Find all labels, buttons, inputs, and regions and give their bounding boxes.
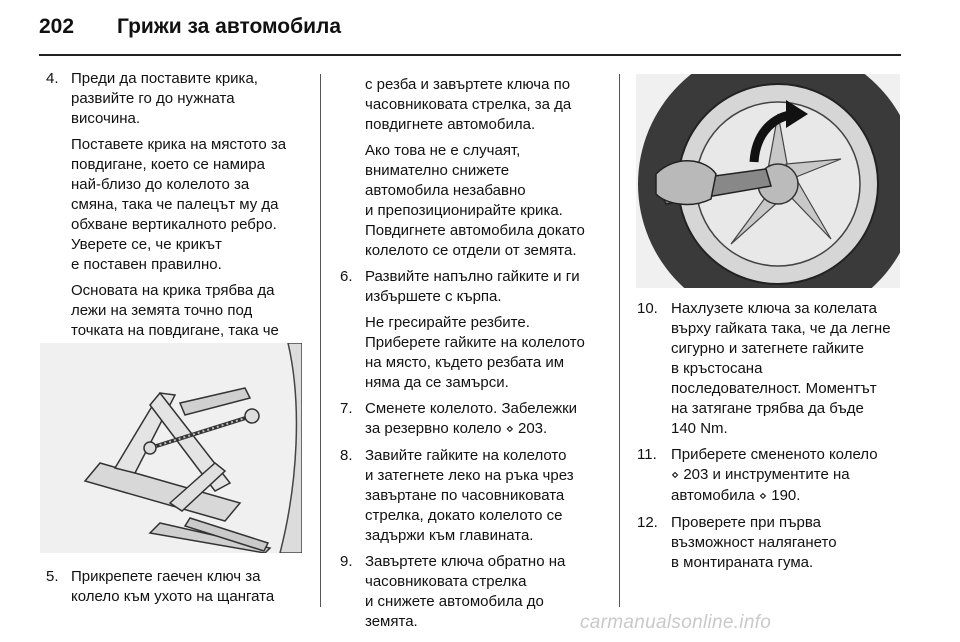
step-5: [46, 567, 311, 607]
text-line: задържи към главината.: [365, 527, 534, 544]
wheel-illustration: [636, 74, 900, 288]
text-line: 140 Nm.: [671, 420, 728, 437]
text-line: смяна, така че палецът му да: [71, 196, 279, 213]
column-2: [340, 75, 612, 632]
text-line: часовниковата стрелка: [365, 573, 527, 590]
column-divider-2: [619, 74, 620, 607]
step-number: 7.: [340, 400, 353, 417]
page-reference-link[interactable]: 203 и инструментите на: [683, 466, 850, 483]
step-number: 4.: [46, 70, 59, 87]
text-line: колело към ухото на щангата: [71, 588, 275, 605]
text-line: лежи на земята точно под: [71, 302, 253, 319]
text-line: Проверете при първа: [671, 514, 821, 531]
wheel-wrench-drawing: [636, 74, 900, 288]
step-number: 10.: [637, 300, 658, 317]
column-1: [46, 69, 311, 361]
page-header: [0, 0, 960, 56]
step-number: 9.: [340, 553, 353, 570]
step-8: [340, 446, 612, 546]
text-line: върху гайката така, че да легне: [671, 320, 891, 337]
page-number: 202: [39, 15, 75, 38]
text-line: Развийте напълно гайките и ги: [365, 268, 580, 285]
text-line: повдигане, което се намира: [71, 156, 265, 173]
text-line: повдигнете автомобила.: [365, 116, 536, 133]
step-6: [340, 267, 612, 393]
text-line: най-близо до колелото за: [71, 176, 250, 193]
text-line: на място, където резбата им: [365, 354, 565, 371]
text-line: сигурно и затегнете гайките: [671, 340, 864, 357]
text-line: Поставете крика на мястото за: [71, 136, 287, 153]
step-7: [340, 399, 612, 440]
text-line: [671, 486, 902, 507]
step-11: [637, 445, 902, 507]
text-line: земята.: [365, 613, 418, 630]
cross-reference-icon: ⋄: [671, 468, 680, 483]
step-10: [637, 299, 902, 439]
column-divider-1: [320, 74, 321, 607]
header-rule: [39, 54, 901, 56]
text-line: Завъртете ключа обратно на: [365, 553, 566, 570]
text-fragment: автомобила: [671, 487, 755, 504]
text-line: Основата на крика трябва да: [71, 282, 275, 299]
text-line: завъртане по часовниковата: [365, 487, 565, 504]
step-12: [637, 513, 902, 573]
text-line: Приберете смененото колело: [671, 446, 878, 463]
step-9: [340, 552, 612, 632]
text-line: часовниковата стрелка, за да: [365, 96, 572, 113]
text-line: Преди да поставите крика,: [71, 70, 258, 87]
text-line: и затегнете леко на ръка чрез: [365, 467, 574, 484]
text-line: автомобила незабавно: [365, 182, 526, 199]
text-line: в монтираната гума.: [671, 554, 814, 571]
text-line: [671, 465, 902, 486]
text-line: Не гресирайте резбите.: [365, 314, 530, 331]
text-line: в кръстосана: [671, 360, 763, 377]
page-reference-link[interactable]: 203.: [518, 420, 548, 437]
text-line: стрелка, докато колелото се: [365, 507, 563, 524]
text-line: избършете с кърпа.: [365, 288, 502, 305]
text-line: Повдигнете автомобила докато: [365, 222, 585, 239]
text-fragment: за резервно колело: [365, 420, 502, 437]
text-line: височина.: [71, 110, 141, 127]
text-line: е поставен правилно.: [71, 256, 222, 273]
text-line: Уверете се, че крикът: [71, 236, 222, 253]
step-number: 12.: [637, 514, 658, 531]
text-line: възможност налягането: [671, 534, 837, 551]
column-3: [637, 299, 902, 573]
step-number: 11.: [637, 446, 657, 463]
text-line: Сменете колелото. Забележки: [365, 400, 578, 417]
step-number: 8.: [340, 447, 353, 464]
text-line: Приберете гайките на колелото: [365, 334, 585, 351]
text-line: внимателно снижете: [365, 162, 510, 179]
step-number: 6.: [340, 268, 353, 285]
text-line: с резба и завъртете ключа по: [365, 76, 571, 93]
text-line: точката на повдигане, така че: [71, 322, 279, 339]
text-line: развийте го до нужната: [71, 90, 235, 107]
scissor-jack-drawing: [40, 343, 302, 553]
page-title: Грижи за автомобила: [117, 15, 342, 38]
watermark: carmanualsonline.info: [580, 612, 772, 633]
text-line: [365, 419, 612, 440]
text-line: колелото се отдели от земята.: [365, 242, 577, 259]
step-4: [46, 69, 311, 361]
text-line: Прикрепете гаечен ключ за: [71, 568, 261, 585]
page-reference-link[interactable]: 190.: [771, 487, 801, 504]
text-line: Нахлузете ключа за колелата: [671, 300, 877, 317]
step-number: 5.: [46, 568, 59, 585]
cross-reference-icon: ⋄: [505, 422, 514, 437]
text-line: Завийте гайките на колелото: [365, 447, 567, 464]
text-line: Ако това не е случаят,: [365, 142, 521, 159]
text-line: на затягане трябва да бъде: [671, 400, 864, 417]
jack-illustration: [40, 343, 302, 553]
text-line: обхване вертикалното ребро.: [71, 216, 277, 233]
text-line: последователност. Моментът: [671, 380, 877, 397]
text-line: няма да се замърси.: [365, 374, 509, 391]
text-line: и снижете автомобила до: [365, 593, 544, 610]
cross-reference-icon: ⋄: [758, 489, 768, 504]
text-line: и препозиционирайте крика.: [365, 202, 563, 219]
